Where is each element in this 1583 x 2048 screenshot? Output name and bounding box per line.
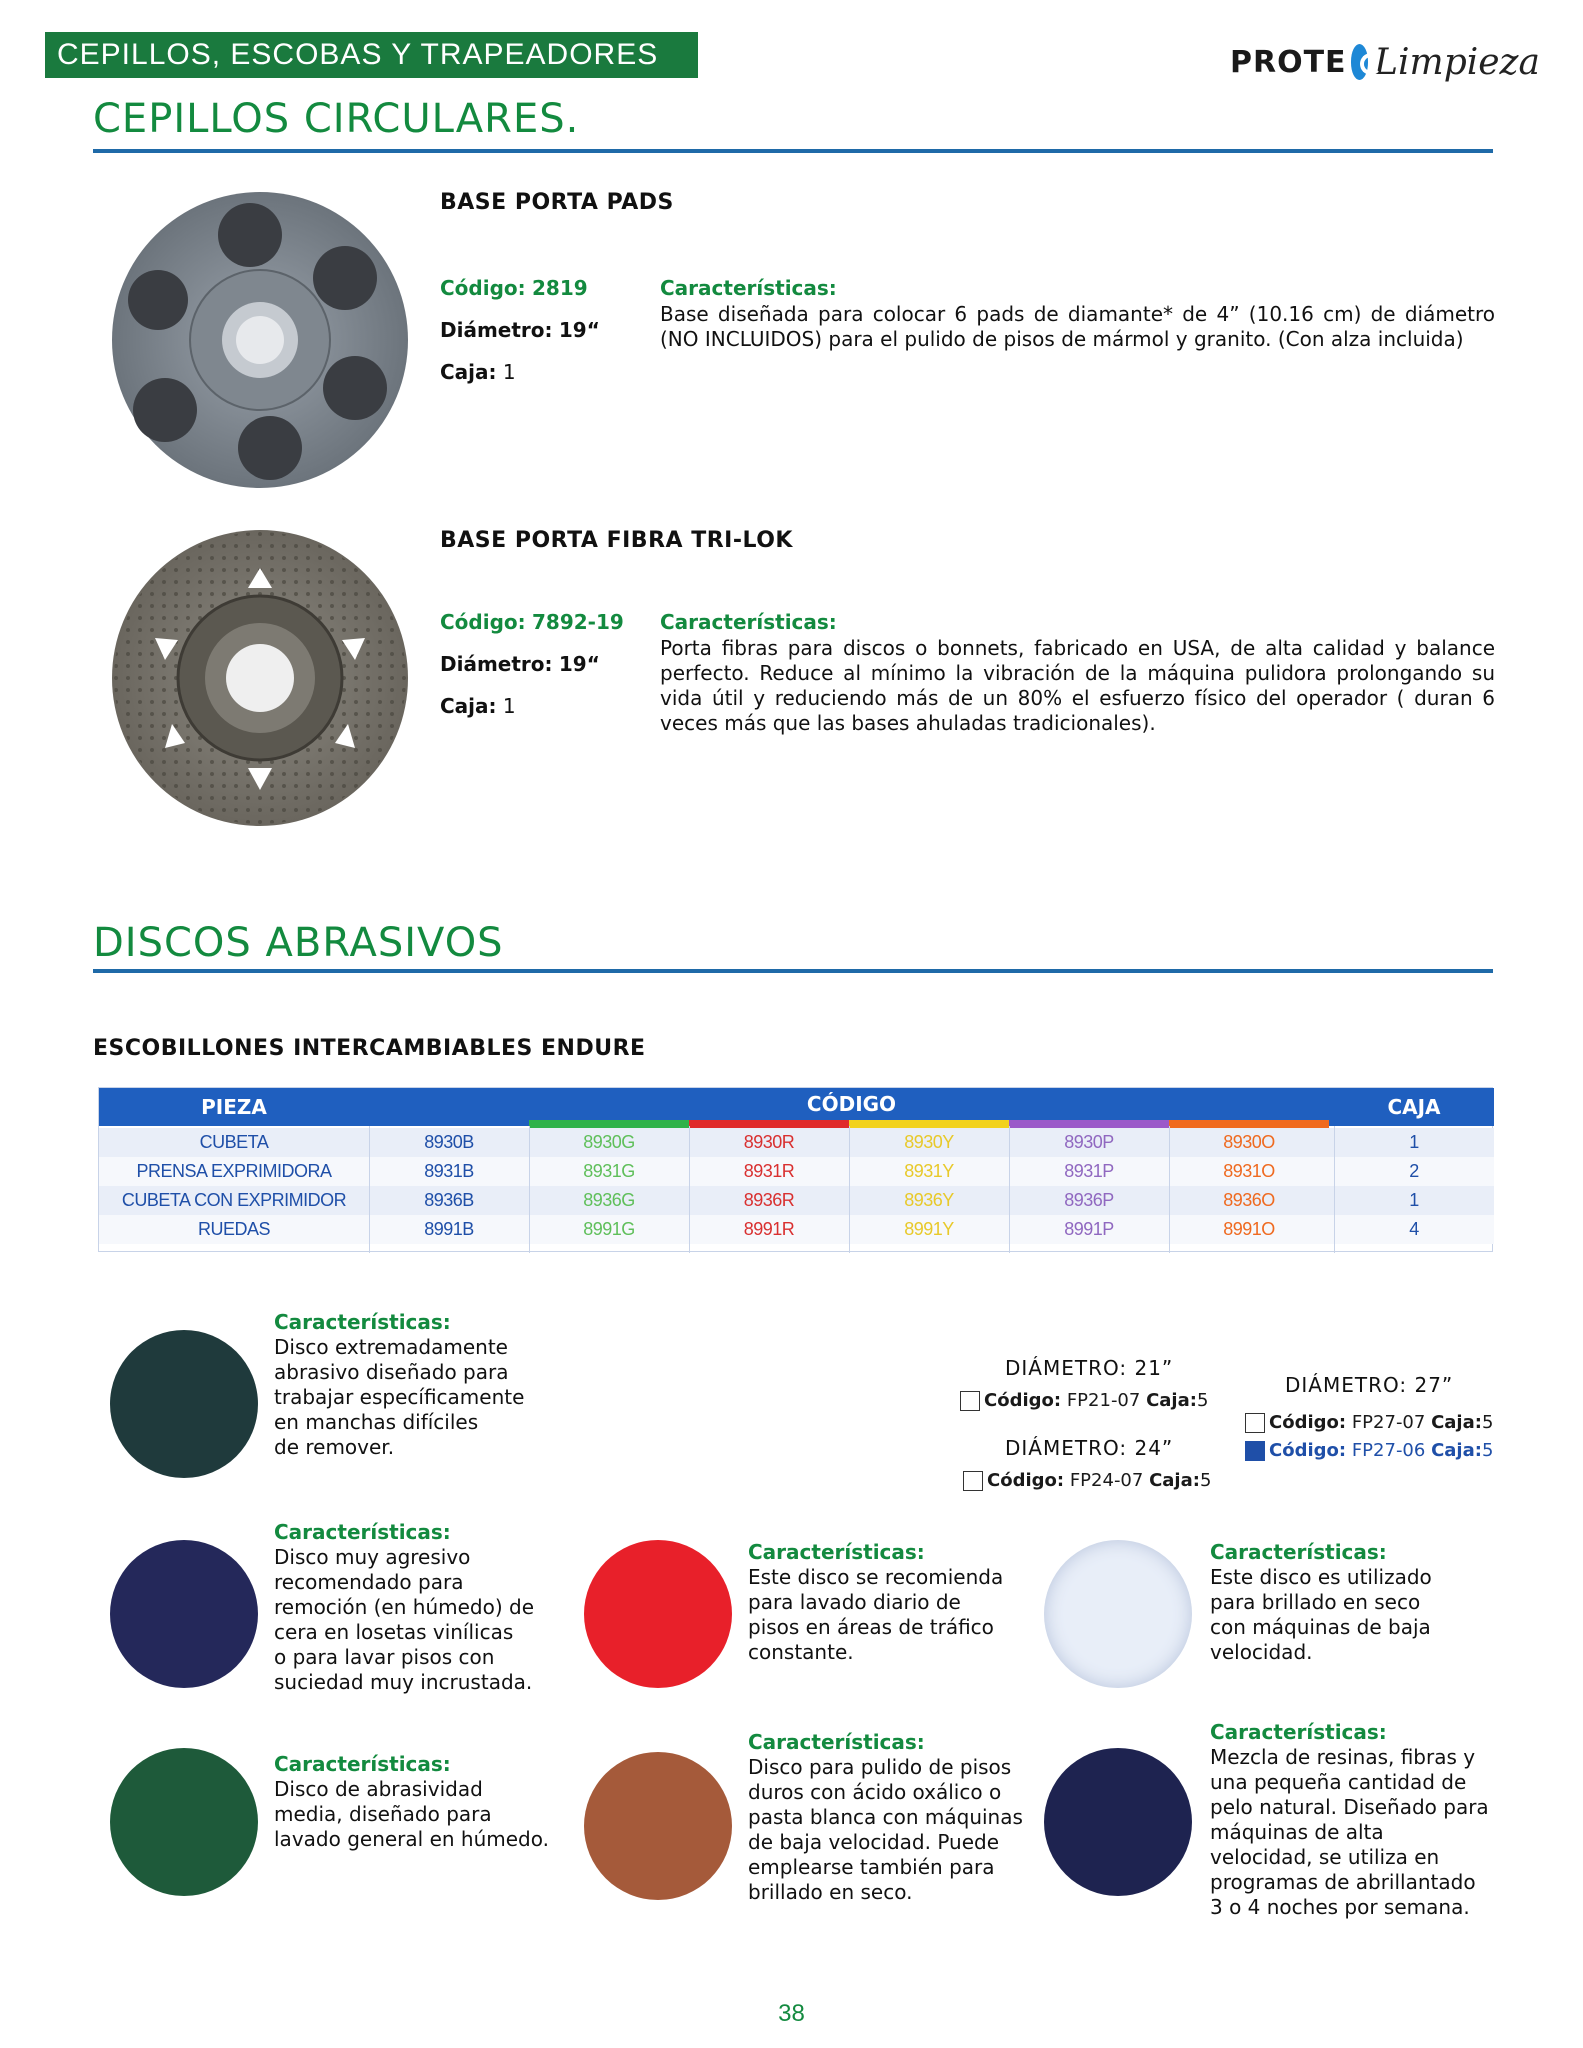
disc-features-text: Disco extremadamente abrasivo diseñado para trabajar específicamente en manchas difíciles de remover.: [274, 1335, 525, 1459]
features-label: Características:: [660, 276, 837, 300]
table-cell-code: 8936Y: [904, 1190, 954, 1210]
diameter-label: Diámetro:: [440, 318, 553, 342]
table-cell-code: 8931B: [424, 1161, 474, 1181]
table-cell-code: 8936R: [743, 1190, 795, 1210]
box-label: Caja:: [1431, 1412, 1482, 1433]
product-title: BASE PORTA PADS: [440, 190, 674, 215]
table-cell-caja: 1: [1409, 1190, 1419, 1210]
table-cell-code: 8931G: [583, 1161, 635, 1181]
disc-features-label: Características:: [748, 1540, 925, 1564]
disc-image: [1044, 1748, 1192, 1896]
features-label: Características:: [660, 610, 837, 634]
table-cell-code: 8991G: [583, 1219, 635, 1239]
checkbox-filled-icon: [1245, 1441, 1265, 1461]
disc-image: [110, 1330, 258, 1478]
box-label: Caja:: [1431, 1440, 1482, 1461]
table-divider: [529, 1126, 530, 1253]
product-diameter: [440, 652, 600, 676]
diameter-24-row: [963, 1470, 1211, 1491]
table-cell-code: 8931P: [1064, 1161, 1114, 1181]
table-cell-pieza: CUBETA CON EXPRIMIDOR: [121, 1190, 347, 1210]
table-cell-code: 8991B: [424, 1219, 474, 1239]
subsection-title: ESCOBILLONES INTERCAMBIABLES ENDURE: [93, 1036, 646, 1061]
disc-image: [584, 1540, 732, 1688]
code-label: Código:: [440, 610, 526, 634]
table-divider: [849, 1126, 850, 1253]
table-header-caja: CAJA: [1334, 1088, 1494, 1126]
code-value: FP21-07: [1066, 1390, 1141, 1411]
table-cell-code: 8991O: [1223, 1219, 1275, 1239]
disc-image: [110, 1540, 258, 1688]
table-cell-pieza: RUEDAS: [197, 1219, 270, 1239]
features-text: Porta fibras para discos o bonnets, fabricado en USA, de alta calidad y balance perfecto. Reduce al mínimo la vibración de la máquina pulidora prolongando su vida útil y reduciendo más de un 80% el esfuerzo físico del operador ( duran 6 veces más que las bases ahuladas tradicionales).: [660, 636, 1495, 735]
code-value: FP27-07: [1351, 1412, 1426, 1433]
table-cell-code: 8936G: [583, 1190, 635, 1210]
color-bar: [849, 1120, 1009, 1128]
table-cell-code: 8936B: [424, 1190, 474, 1210]
table-divider: [1334, 1126, 1335, 1253]
table-cell-code: 8991Y: [904, 1219, 954, 1239]
diameter-value: 19“: [558, 318, 600, 342]
box-label: Caja:: [440, 694, 497, 718]
diameter-21-row: [960, 1390, 1208, 1411]
box-label: Caja:: [1146, 1390, 1197, 1411]
table-cell-code: 8930B: [424, 1132, 474, 1152]
code-value: 7892-19: [532, 610, 624, 634]
table-divider: [689, 1126, 690, 1253]
diameter-21-title: DIÁMETRO: 21”: [1005, 1356, 1174, 1380]
product-code: [440, 610, 624, 634]
code-label: Código:: [440, 276, 526, 300]
box-value: 5: [1481, 1440, 1494, 1461]
code-value: FP27-06: [1351, 1440, 1426, 1461]
diameter-24-title: DIÁMETRO: 24”: [1005, 1436, 1174, 1460]
code-value: FP24-07: [1069, 1470, 1144, 1491]
disc-features-label: Características:: [274, 1752, 451, 1776]
color-bar: [689, 1120, 849, 1128]
base-porta-fibra-image: [110, 528, 410, 828]
product-title: BASE PORTA FIBRA TRI-LOK: [440, 528, 793, 553]
logo-prote-text: PROTE: [1230, 44, 1347, 80]
code-value: 2819: [532, 276, 588, 300]
table-cell-code: 8930P: [1064, 1132, 1114, 1152]
base-porta-pads-image: [110, 190, 410, 490]
box-value: 5: [1196, 1390, 1209, 1411]
color-bar: [1169, 1120, 1329, 1128]
code-label: Código:: [987, 1470, 1065, 1491]
logo-limpieza-text: Limpieza: [1374, 41, 1540, 83]
logo-circle-icon: [1351, 44, 1369, 80]
disc-features-text: Mezcla de resinas, fibras y una pequeña cantidad de pelo natural. Diseñado para máquinas de alta velocidad, se utiliza en programas de abrillantado 3 o 4 noches por semana.: [1210, 1745, 1489, 1919]
disc-features-label: Características:: [1210, 1540, 1387, 1564]
table-cell-code: 8930O: [1223, 1132, 1275, 1152]
disc-features-text: Disco de abrasividad media, diseñado para lavado general en húmedo.: [274, 1777, 549, 1851]
diameter-27-title: DIÁMETRO: 27”: [1285, 1373, 1454, 1397]
box-value: 1: [502, 694, 516, 718]
table-divider: [1169, 1126, 1170, 1253]
diameter-value: 19“: [558, 652, 600, 676]
disc-features-label: Características:: [748, 1730, 925, 1754]
product-diameter: [440, 318, 600, 342]
color-bar: [1009, 1120, 1169, 1128]
disc-features-label: Características:: [274, 1310, 451, 1334]
diameter-27-row: [1245, 1412, 1493, 1433]
table-cell-code: 8931R: [743, 1161, 795, 1181]
code-label: Código:: [1269, 1440, 1347, 1461]
codes-table: [98, 1087, 1493, 1252]
section-title-cepillos: CEPILLOS CIRCULARES.: [93, 96, 580, 142]
checkbox-icon: [960, 1391, 980, 1411]
box-value: 5: [1481, 1412, 1494, 1433]
section-rule: [93, 969, 1493, 973]
page-number: 38: [778, 2000, 805, 2027]
table-header-codigo: CÓDIGO: [369, 1088, 1334, 1126]
disc-features-text: Disco para pulido de pisos duros con ácido oxálico o pasta blanca con máquinas de baja velocidad. Puede emplearse también para brillado en seco.: [748, 1755, 1023, 1904]
box-value: 1: [502, 360, 516, 384]
disc-features-label: Características:: [274, 1520, 451, 1544]
table-cell-caja: 2: [1409, 1161, 1419, 1181]
product-box: [440, 694, 516, 718]
table-cell-pieza: PRENSA EXPRIMIDORA: [136, 1161, 332, 1181]
box-label: Caja:: [440, 360, 497, 384]
table-cell-code: 8991R: [743, 1219, 795, 1239]
code-label: Código:: [1269, 1412, 1347, 1433]
product-box: [440, 360, 516, 384]
checkbox-icon: [1245, 1413, 1265, 1433]
product-code: [440, 276, 588, 300]
color-bar: [529, 1120, 689, 1128]
box-value: 5: [1199, 1470, 1212, 1491]
disc-image: [584, 1752, 732, 1900]
disc-features-label: Características:: [1210, 1720, 1387, 1744]
table-cell-caja: 1: [1409, 1132, 1419, 1152]
table-cell-caja: 4: [1409, 1219, 1419, 1239]
table-cell-code: 8936P: [1064, 1190, 1114, 1210]
table-cell-code: 8930G: [583, 1132, 635, 1152]
table-cell-pieza: CUBETA: [199, 1132, 269, 1152]
disc-features-text: Disco muy agresivo recomendado para remoción (en húmedo) de cera en losetas vinílicas o para lavar pisos con suciedad muy incrustada.: [274, 1545, 534, 1694]
table-cell-code: 8930R: [743, 1132, 795, 1152]
box-label: Caja:: [1149, 1470, 1200, 1491]
section-title-discos: DISCOS ABRASIVOS: [93, 920, 504, 966]
features-text: Base diseñada para colocar 6 pads de diamante* de 4” (10.16 cm) de diámetro (NO INCLUIDOS) para el pulido de pisos de mármol y granito. (Con alza incluida): [660, 302, 1495, 351]
checkbox-icon: [963, 1471, 983, 1491]
diameter-label: Diámetro:: [440, 652, 553, 676]
disc-image: [110, 1748, 258, 1896]
brand-logo: [1230, 36, 1540, 88]
disc-features-text: Este disco se recomienda para lavado diario de pisos en áreas de tráfico constante.: [748, 1565, 1004, 1664]
table-cell-code: 8931O: [1223, 1161, 1275, 1181]
table-cell-code: 8930Y: [904, 1132, 954, 1152]
disc-image: [1044, 1540, 1192, 1688]
table-cell-code: 8936O: [1223, 1190, 1275, 1210]
table-cell-code: 8991P: [1064, 1219, 1114, 1239]
table-divider: [369, 1126, 370, 1253]
category-banner: CEPILLOS, ESCOBAS Y TRAPEADORES: [45, 32, 698, 78]
table-cell-code: 8931Y: [904, 1161, 954, 1181]
diameter-27-row-blue: [1245, 1440, 1493, 1461]
table-divider: [1009, 1126, 1010, 1253]
section-rule: [93, 149, 1493, 153]
table-header-pieza: PIEZA: [99, 1088, 369, 1126]
code-label: Código:: [984, 1390, 1062, 1411]
disc-features-text: Este disco es utilizado para brillado en seco con máquinas de baja velocidad.: [1210, 1565, 1432, 1664]
